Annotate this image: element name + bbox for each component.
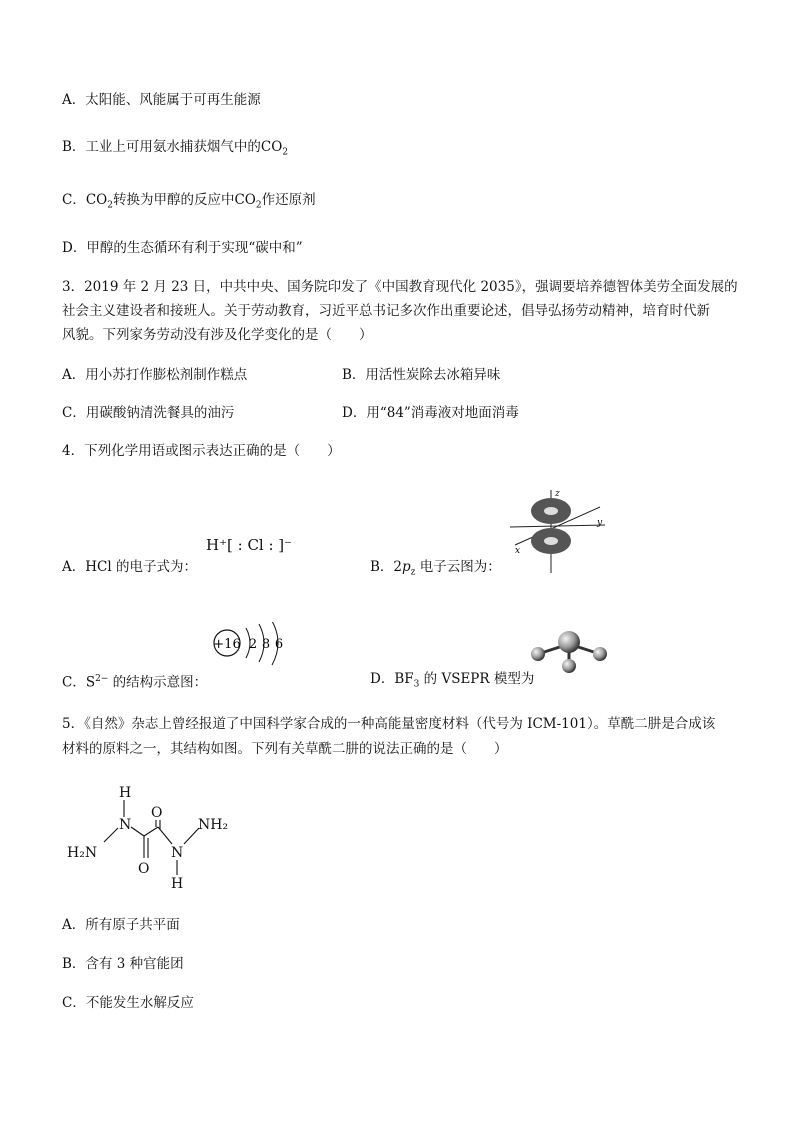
sulfide-structure-diagram [210,622,290,668]
q3-option-b: B．用活性炭除去冰箱异味 [342,367,501,383]
bf3-vsepr-model [526,626,612,676]
nucleus-charge: +16 [213,637,241,652]
q2-option-c: C．$CO_2$转换为甲醇的反应中$CO_2$作还原剂 [62,192,316,211]
atom-o-bottom: O [138,861,150,877]
bond-c1-c2 [144,827,158,836]
q5-stem-line2: 材料的原料之一，其结构如图。下列有关草酰二肼的说法正确的是（ ） [62,741,508,757]
oxalyl-dihydrazide-structure [62,780,252,895]
q2-option-a: A．太阳能、风能属于可再生能源 [62,92,261,108]
bond-n-h2n [104,828,118,842]
atom-n-bottom: N [171,845,184,861]
lower-lobe-core [544,537,558,545]
q5-option-a: A．所有原子共平面 [62,917,180,933]
bond-c2-n [158,827,172,844]
q3-stem-line1: 3．2019 年 2 月 23 日，中共中央、国务院印发了《中国教育现代化 2035》，强调要培养德智体美劳全面发展的 [62,279,738,295]
bond-n-nh2 [184,828,199,844]
shell-electrons-3: 6 [274,637,284,652]
atom-o-top: O [151,805,163,821]
axis-x-label: x [515,546,521,556]
ligand-atom-left [531,647,545,661]
shell-electrons-1: 2 [248,637,258,652]
q4-option-b: B．$2p_z$ 电子云图为： [370,559,501,578]
q5-stem-line1: 5．《自然》杂志上曾经报道了中国科学家合成的一种高能量密度材料（代号为 ICM-101）。草酰二肼是合成该 [62,716,716,732]
q3-option-d: D．用“84”消毒液对地面消毒 [342,405,519,421]
q5-option-b: B．含有 3 种官能团 [62,956,184,972]
q4-option-d: D．$BF_3$ 的 VSEPR 模型为 [370,671,535,690]
q4-option-a: A．HCl 的电子式为： [62,559,197,575]
ligand-atom-right [593,647,607,661]
atom-n-top: N [119,817,132,833]
q3-stem-line3: 风貌。下列家务劳动没有涉及化学变化的是（ ） [62,327,373,343]
axis-z-label: z [555,489,560,499]
bond-n-c1 [131,827,144,836]
q2-option-d: D．甲醇的生态循环有利于实现“碳中和” [62,240,303,256]
ligand-atom-bottom [562,659,576,673]
q3-option-c: C．用碳酸钠清洗餐具的油污 [62,405,235,421]
q3-stem-line2: 社会主义建设者和接班人。关于劳动教育，习近平总书记多次作出重要论述，倡导弘扬劳动精神，培育时代新 [62,303,710,319]
axis-y-label: y [597,518,603,528]
q2-option-b: B．工业上可用氨水捕获烟气中的$CO_2$ [62,139,289,158]
q3-option-a: A．用小苏打作膨松剂制作糕点 [62,367,248,383]
q5-option-c: C．不能发生水解反应 [62,995,194,1011]
q4-option-c: C．$S^{2-}$ 的结构示意图： [62,674,208,691]
atom-h-top: H [119,785,132,801]
q4-stem: 4．下列化学用语或图示表达正确的是（ ） [62,443,341,459]
hcl-electron-formula: H⁺[ : Cl : ]⁻ [206,536,293,554]
atom-nh2-right: NH₂ [198,817,229,833]
electron-cloud-figure [505,485,610,575]
upper-lobe-core [544,507,558,515]
central-atom [558,631,580,653]
shell-electrons-2: 8 [261,637,271,652]
atom-h-bottom: H [171,876,184,892]
atom-h2n-left: H₂N [67,845,98,861]
